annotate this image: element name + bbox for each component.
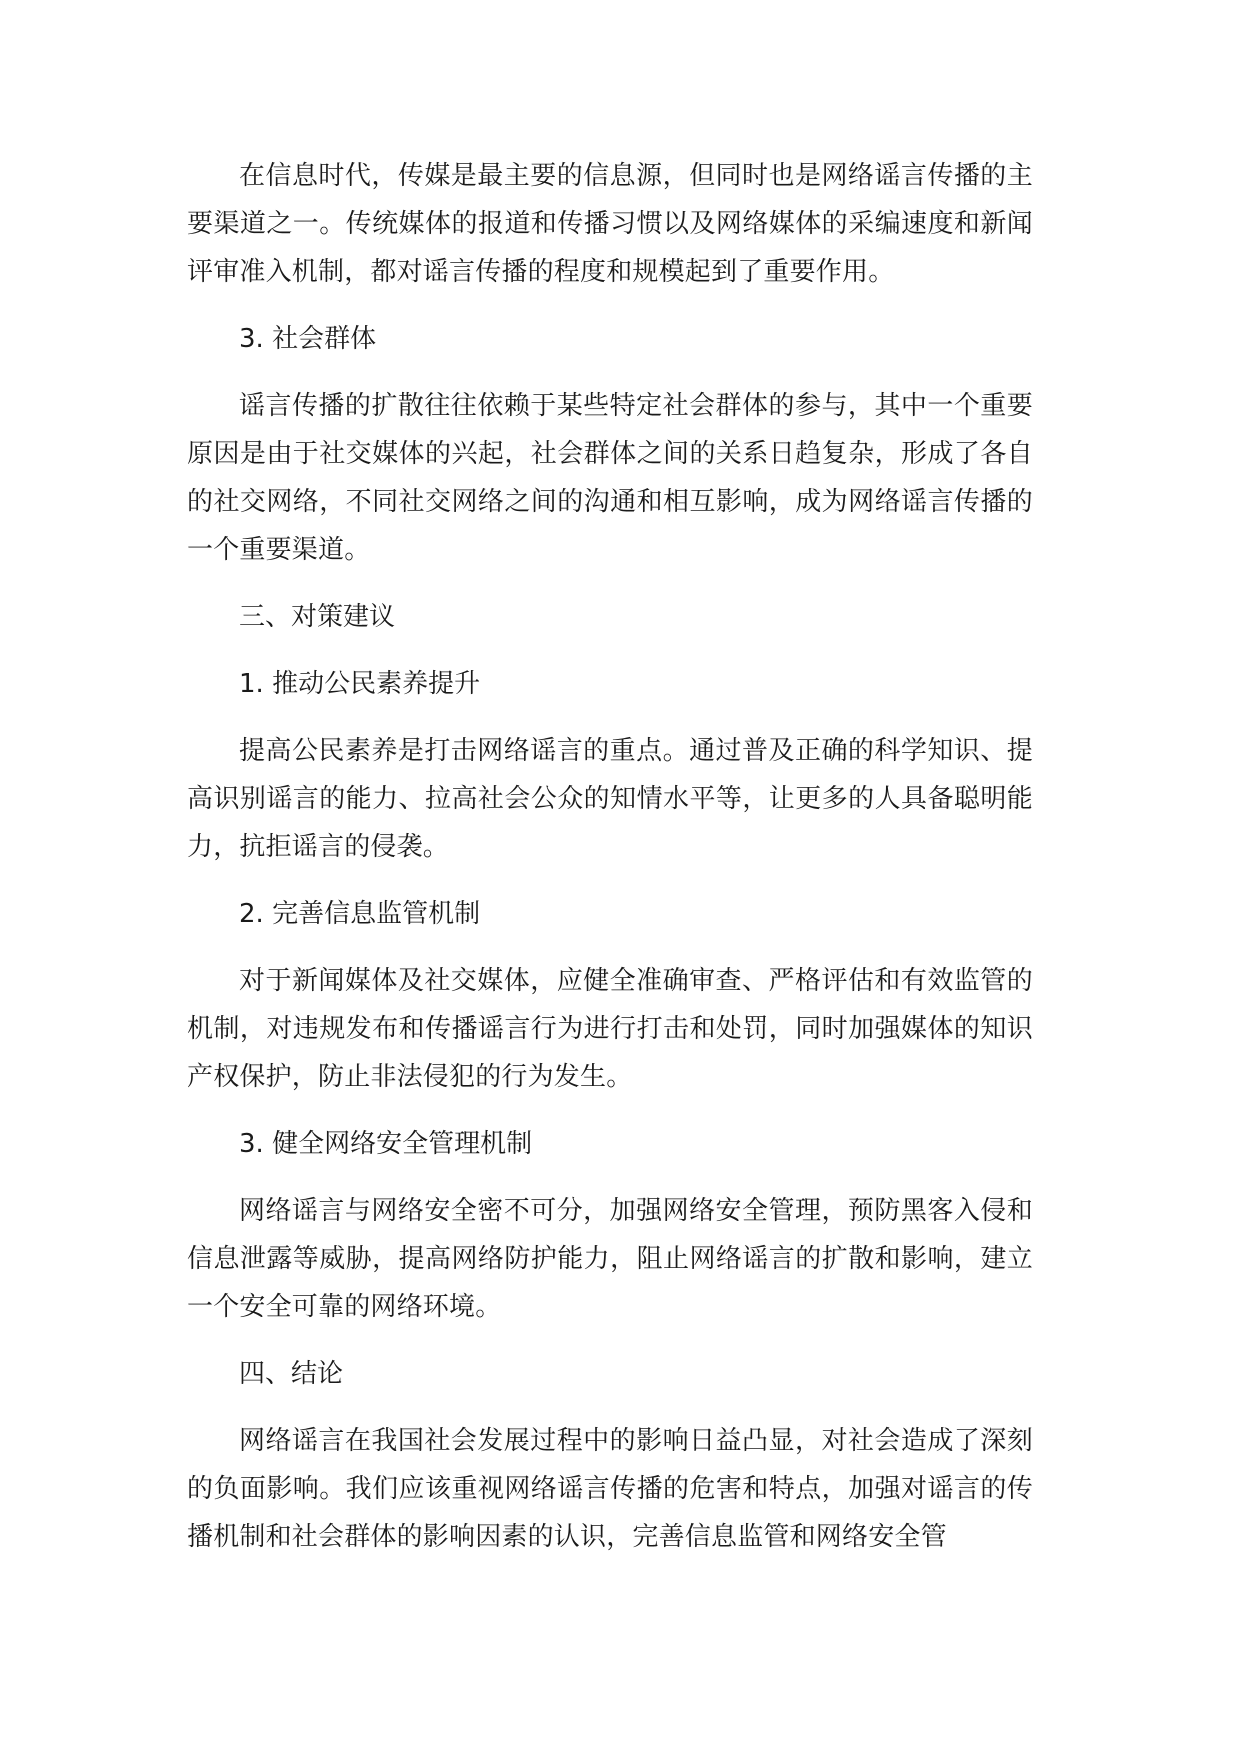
paragraph-citizen-literacy: 提高公民素养是打击网络谣言的重点。通过普及正确的科学知识、提高识别谣言的能力、拉高社会公众的知情水平等，让更多的人具备聪明能力，抗拒谣言的侵袭。 (187, 736, 1033, 862)
heading-citizen-literacy: 1. 推动公民素养提升 (239, 669, 481, 699)
heading-info-regulation: 2. 完善信息监管机制 (239, 899, 481, 929)
heading-countermeasures: 三、对策建议 (239, 602, 396, 632)
paragraph-social-groups: 谣言传播的扩散往往依赖于某些特定社会群体的参与，其中一个重要原因是由于社交媒体的兴起，社会群体之间的关系日趋复杂，形成了各自的社交网络，不同社交网络之间的沟通和相互影响，成为网络谣言传播的一个重要渠道。 (187, 391, 1033, 565)
heading-social-groups: 3. 社会群体 (239, 324, 377, 354)
heading-conclusion: 四、结论 (239, 1359, 344, 1389)
paragraph-media-channels: 在信息时代，传媒是最主要的信息源，但同时也是网络谣言传播的主要渠道之一。传统媒体的报道和传播习惯以及网络媒体的采编速度和新闻评审准入机制，都对谣言传播的程度和规模起到了重要作用。 (187, 161, 1033, 287)
paragraph-conclusion: 网络谣言在我国社会发展过程中的影响日益凸显，对社会造成了深刻的负面影响。我们应该重视网络谣言传播的危害和特点，加强对谣言的传播机制和社会群体的影响因素的认识，完善信息监管和网络安全管 (187, 1426, 1033, 1552)
document-body (187, 152, 1033, 1580)
heading-network-security: 3. 健全网络安全管理机制 (239, 1129, 533, 1159)
paragraph-info-regulation: 对于新闻媒体及社交媒体，应健全准确审查、严格评估和有效监管的机制，对违规发布和传播谣言行为进行打击和处罚，同时加强媒体的知识产权保护，防止非法侵犯的行为发生。 (187, 966, 1033, 1092)
paragraph-network-security: 网络谣言与网络安全密不可分，加强网络安全管理，预防黑客入侵和信息泄露等威胁，提高网络防护能力，阻止网络谣言的扩散和影响，建立一个安全可靠的网络环境。 (187, 1196, 1033, 1322)
